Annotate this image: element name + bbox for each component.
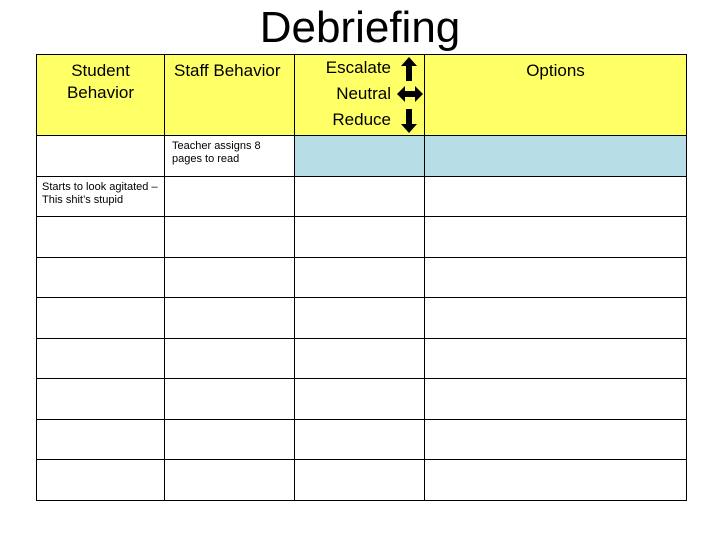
cell-student-behavior xyxy=(37,379,165,420)
header-student-behavior-label: Student Behavior xyxy=(66,61,135,102)
arrow-down-icon xyxy=(401,109,417,133)
table-row xyxy=(37,257,687,298)
table-row xyxy=(37,136,687,177)
cell-staff-behavior: Teacher assigns 8 pages to read xyxy=(165,136,295,177)
arrow-up-icon xyxy=(401,57,417,81)
header-neutral-label: Neutral xyxy=(336,84,391,103)
cell-response xyxy=(295,217,425,258)
cell-response xyxy=(295,176,425,217)
cell-staff-behavior xyxy=(165,419,295,460)
cell-staff-behavior xyxy=(165,338,295,379)
cell-response xyxy=(295,460,425,501)
table-row xyxy=(37,419,687,460)
cell-staff-behavior xyxy=(165,460,295,501)
cell-staff-behavior xyxy=(165,176,295,217)
cell-options xyxy=(425,176,687,217)
cell-staff-behavior xyxy=(165,217,295,258)
table-row xyxy=(37,298,687,339)
table-row xyxy=(37,460,687,501)
cell-options xyxy=(425,338,687,379)
cell-options xyxy=(425,257,687,298)
cell-options xyxy=(425,298,687,339)
table-row xyxy=(37,176,687,217)
cell-staff-behavior xyxy=(165,379,295,420)
header-student-behavior xyxy=(37,55,165,136)
debriefing-table xyxy=(36,54,687,501)
header-row xyxy=(37,55,687,136)
cell-student-behavior xyxy=(37,136,165,177)
cell-response xyxy=(295,136,425,177)
cell-response xyxy=(295,338,425,379)
cell-student-behavior: Starts to look agitated – This shit’s stupid xyxy=(37,176,165,217)
cell-response xyxy=(295,379,425,420)
cell-options xyxy=(425,460,687,501)
cell-options xyxy=(425,217,687,258)
arrow-left-right-icon xyxy=(397,83,423,105)
cell-student-behavior xyxy=(37,338,165,379)
cell-student-behavior xyxy=(37,257,165,298)
cell-response xyxy=(295,257,425,298)
cell-options xyxy=(425,379,687,420)
cell-staff-behavior xyxy=(165,298,295,339)
page-title: Debriefing xyxy=(259,3,461,52)
header-escalate-label: Escalate xyxy=(325,58,391,77)
cell-response xyxy=(295,419,425,460)
header-options xyxy=(425,55,687,136)
table-row xyxy=(37,338,687,379)
header-escalate-neutral-reduce xyxy=(295,55,425,136)
cell-student-behavior xyxy=(37,217,165,258)
cell-staff-behavior xyxy=(165,257,295,298)
cell-options xyxy=(425,419,687,460)
header-staff-behavior-label: Staff Behavior xyxy=(174,61,281,80)
table-row xyxy=(37,379,687,420)
cell-student-behavior xyxy=(37,419,165,460)
header-reduce-label: Reduce xyxy=(332,110,391,129)
cell-options xyxy=(425,136,687,177)
header-staff-behavior xyxy=(165,55,295,136)
cell-student-behavior xyxy=(37,298,165,339)
header-options-label: Options xyxy=(526,61,585,80)
table-row xyxy=(37,217,687,258)
cell-response xyxy=(295,298,425,339)
cell-student-behavior xyxy=(37,460,165,501)
